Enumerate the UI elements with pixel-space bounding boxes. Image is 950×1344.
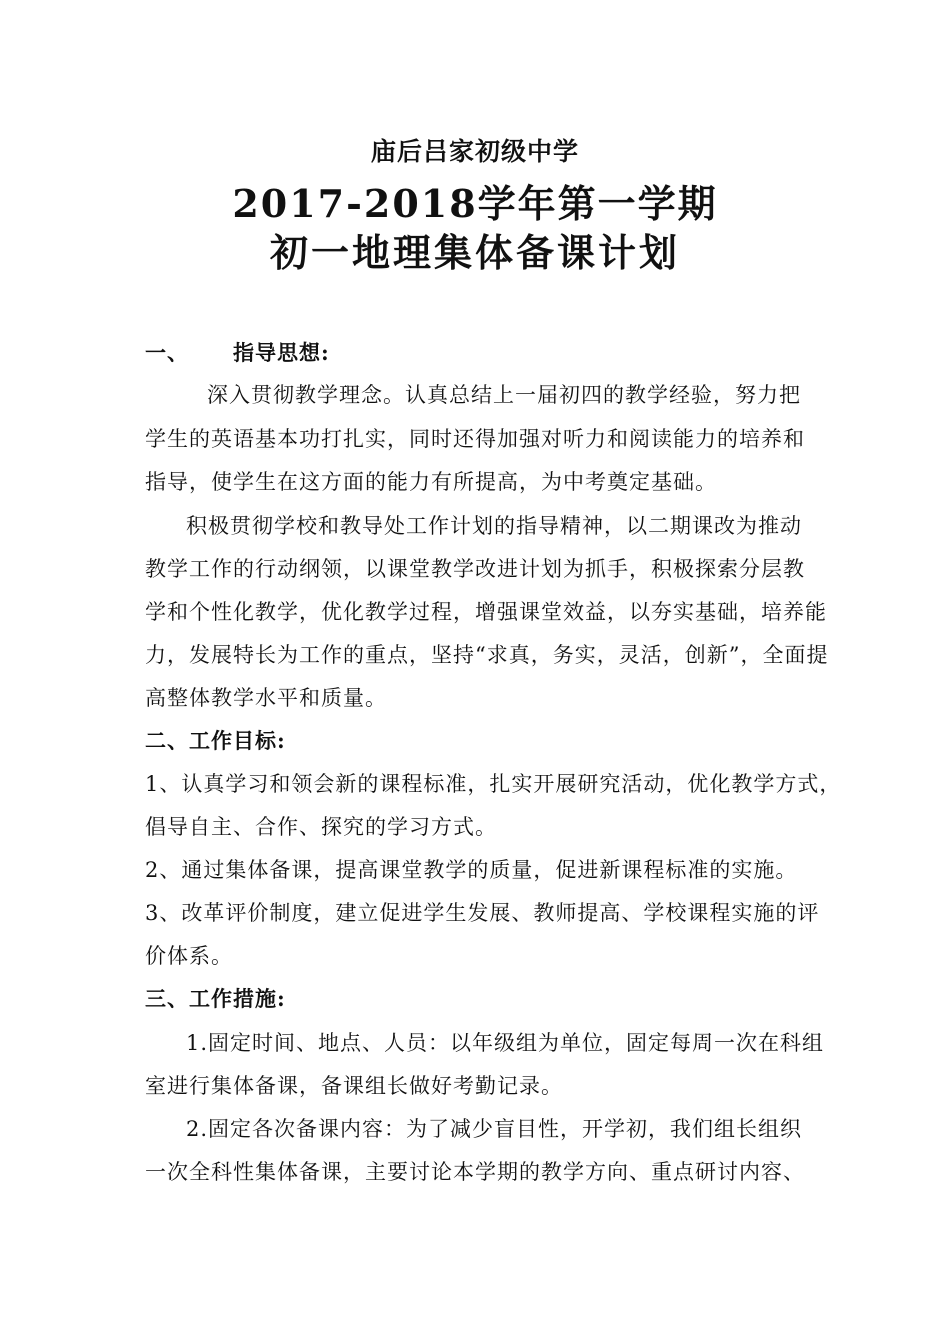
paragraph-line: 教学工作的行动纲领，以课堂教学改进计划为抓手，积极探索分层教 [145, 557, 805, 581]
goal-line: 2、通过集体备课，提高课堂教学的质量，促进新课程标准的实施。 [145, 858, 798, 882]
paragraph-line: 指导，使学生在这方面的能力有所提高，为中考奠定基础。 [145, 470, 717, 494]
measure-line: 1.固定时间、地点、人员：以年级组为单位，固定每周一次在科组 [186, 1031, 825, 1055]
paragraph-line: 学和个性化教学，优化教学过程，增强课堂效益，以夯实基础，培养能 [145, 600, 827, 624]
paragraph-line: 学生的英语基本功打扎实，同时还得加强对听力和阅读能力的培养和 [145, 427, 805, 451]
measure-line: 2.固定各次备课内容：为了减少盲目性，开学初，我们组长组织 [186, 1117, 803, 1141]
section-heading-work-measures: 三、工作措施: [145, 986, 286, 1011]
paragraph-line: 深入贯彻教学理念。认真总结上一届初四的教学经验，努力把 [207, 383, 801, 407]
paragraph-line: 高整体教学水平和质量。 [145, 686, 387, 710]
school-name: 庙后吕家初级中学 [370, 137, 579, 166]
section-heading-work-goals: 二、工作目标: [145, 728, 286, 753]
school-term: 2017-2018学年第一学期 [232, 181, 718, 226]
paragraph-line: 积极贯彻学校和教导处工作计划的指导精神，以二期课改为推动 [186, 514, 802, 538]
section-heading-guiding-thought [0, 336, 950, 370]
goal-line: 倡导自主、合作、探究的学习方式。 [145, 815, 497, 839]
goal-line: 1、认真学习和领会新的课程标准，扎实开展研究活动，优化教学方式， [145, 772, 842, 796]
measure-line: 一次全科性集体备课，主要讨论本学期的教学方向、重点研讨内容、 [145, 1160, 805, 1184]
section-title: 指导思想: [233, 340, 330, 365]
document-title: 初一地理集体备课计划 [269, 230, 680, 275]
paragraph-line: 力，发展特长为工作的重点，坚持“求真，务实，灵活，创新”，全面提 [145, 643, 829, 667]
section-number: 一、 [145, 340, 189, 365]
goal-line: 3、改革评价制度，建立促进学生发展、教师提高、学校课程实施的评 [145, 901, 820, 925]
measure-line: 室进行集体备课，备课组长做好考勤记录。 [145, 1074, 563, 1098]
goal-line: 价体系。 [145, 944, 233, 968]
